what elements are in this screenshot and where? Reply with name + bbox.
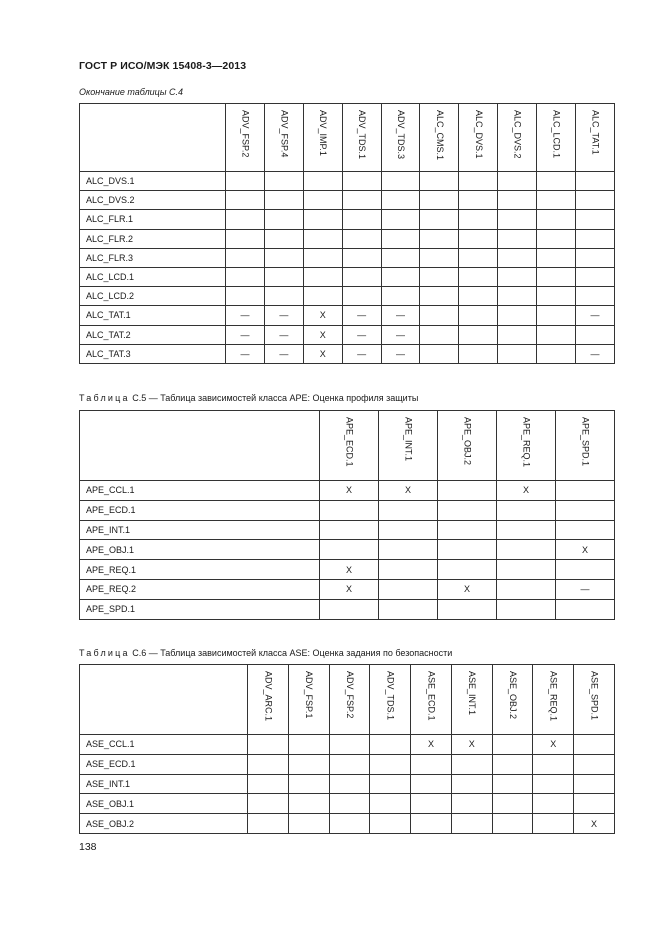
table-cell <box>226 210 265 229</box>
table-row <box>80 735 615 755</box>
table-cell <box>320 540 379 560</box>
table-c5 <box>79 410 615 620</box>
table-cell <box>370 794 411 814</box>
table-cell <box>342 229 381 248</box>
table-cell <box>556 481 615 501</box>
table-cell <box>533 794 574 814</box>
table-cell <box>498 191 537 210</box>
table-cell <box>264 210 303 229</box>
table-cell: — <box>264 344 303 363</box>
table-cell: — <box>381 306 420 325</box>
table-cell <box>492 774 533 794</box>
table-cell <box>574 774 615 794</box>
table-cell <box>492 735 533 755</box>
table-row <box>80 754 615 774</box>
table-cell <box>576 325 615 344</box>
table-cell: X <box>556 540 615 560</box>
table-cell <box>492 754 533 774</box>
column-header-label: ADV_FSP.2 <box>344 671 355 719</box>
table-cell: X <box>379 481 438 501</box>
table-row <box>80 814 615 834</box>
table-row <box>80 481 615 501</box>
table-cell <box>438 500 497 520</box>
table-row <box>80 344 615 363</box>
table-cell <box>381 248 420 267</box>
table-cell <box>420 287 459 306</box>
table-c5-caption-prefix: Таблица <box>79 393 130 403</box>
table-row <box>80 267 615 286</box>
table-cell <box>379 500 438 520</box>
row-label: ASE_OBJ.2 <box>80 814 248 834</box>
header-corner-cell <box>80 411 320 481</box>
table-cell <box>451 794 492 814</box>
column-header <box>574 665 615 735</box>
table-cell: X <box>574 814 615 834</box>
table-cell <box>438 520 497 540</box>
column-header <box>438 411 497 481</box>
page-number: 138 <box>79 841 97 853</box>
table-cell <box>576 172 615 191</box>
table-cell <box>303 267 342 286</box>
table-cell <box>574 735 615 755</box>
column-header-label: APE_REQ.1 <box>521 417 532 468</box>
table-cell: X <box>411 735 452 755</box>
column-header-label: ADV_FSP.1 <box>304 671 315 719</box>
table-cell <box>576 248 615 267</box>
column-header <box>381 104 420 172</box>
table-cell <box>498 172 537 191</box>
column-header-label: ASE_OBJ.2 <box>507 671 518 720</box>
table-cell <box>248 774 289 794</box>
table-c4 <box>79 103 615 364</box>
table-cell: — <box>576 344 615 363</box>
table-cell <box>288 774 329 794</box>
row-label: ALC_FLR.2 <box>80 229 226 248</box>
table-c4-caption: Окончание таблицы С.4 <box>79 87 183 97</box>
column-header-label: ALC_CMS.1 <box>434 110 445 161</box>
table-cell: — <box>381 325 420 344</box>
table-cell <box>537 325 576 344</box>
table-cell <box>533 774 574 794</box>
table-c5-caption-text: С.5 — Таблица зависимостей класса APE: Оценка профиля защиты <box>129 393 419 403</box>
table-cell <box>329 774 370 794</box>
table-cell: — <box>226 325 265 344</box>
table-cell <box>226 248 265 267</box>
column-header <box>342 104 381 172</box>
column-header <box>498 104 537 172</box>
table-cell <box>248 754 289 774</box>
row-label: ASE_ECD.1 <box>80 754 248 774</box>
table-cell <box>303 172 342 191</box>
table-cell <box>420 191 459 210</box>
table-cell <box>379 520 438 540</box>
header-corner-cell <box>80 104 226 172</box>
header-row <box>80 665 615 735</box>
table-cell <box>556 560 615 580</box>
column-header-label: ADV_TDS.3 <box>396 110 406 160</box>
table-cell <box>381 210 420 229</box>
table-cell <box>420 172 459 191</box>
row-label: ALC_TAT.2 <box>80 325 226 344</box>
table-cell: X <box>303 306 342 325</box>
table-cell <box>438 599 497 619</box>
table-cell <box>411 774 452 794</box>
table-cell <box>576 191 615 210</box>
table-cell <box>226 267 265 286</box>
header-row <box>80 411 615 481</box>
table-cell <box>411 754 452 774</box>
table-cell <box>342 210 381 229</box>
column-header <box>420 104 459 172</box>
column-header <box>303 104 342 172</box>
table-cell <box>498 344 537 363</box>
row-label: APE_REQ.2 <box>80 579 320 599</box>
column-header <box>459 104 498 172</box>
table-c6-caption-text: С.6 — Таблица зависимостей класса ASE: Оценка задания по безопасности <box>129 648 453 658</box>
column-header-label: ALC_DVS.1 <box>473 110 484 159</box>
table-cell <box>438 481 497 501</box>
row-label: ALC_FLR.1 <box>80 210 226 229</box>
table-cell <box>379 560 438 580</box>
table-cell: — <box>381 344 420 363</box>
table-cell <box>379 579 438 599</box>
table-cell <box>288 735 329 755</box>
table-cell <box>497 560 556 580</box>
table-cell <box>379 540 438 560</box>
table-c5-caption <box>79 393 418 403</box>
table-cell: — <box>264 325 303 344</box>
row-label: ALC_LCD.2 <box>80 287 226 306</box>
table-cell <box>533 754 574 774</box>
column-header-label: APE_OBJ.2 <box>462 417 473 466</box>
table-cell <box>576 287 615 306</box>
table-cell <box>288 794 329 814</box>
table-row <box>80 540 615 560</box>
table-cell: — <box>342 344 381 363</box>
table-cell <box>459 344 498 363</box>
table-row <box>80 172 615 191</box>
table-cell <box>492 814 533 834</box>
table-cell <box>537 191 576 210</box>
table-cell <box>420 344 459 363</box>
table-row <box>80 306 615 325</box>
table-cell <box>438 540 497 560</box>
table-cell <box>574 754 615 774</box>
table-cell <box>459 248 498 267</box>
table-cell <box>381 267 420 286</box>
row-label: ALC_LCD.1 <box>80 267 226 286</box>
row-label: APE_CCL.1 <box>80 481 320 501</box>
row-label: APE_ECD.1 <box>80 500 320 520</box>
table-cell <box>451 754 492 774</box>
table-row <box>80 191 615 210</box>
row-label: ASE_OBJ.1 <box>80 794 248 814</box>
table-cell <box>556 500 615 520</box>
table-cell <box>226 229 265 248</box>
row-label: ALC_TAT.3 <box>80 344 226 363</box>
table-cell <box>226 287 265 306</box>
table-cell <box>556 599 615 619</box>
column-header <box>264 104 303 172</box>
table-cell: X <box>303 325 342 344</box>
table-cell <box>370 735 411 755</box>
column-header <box>248 665 289 735</box>
table-cell <box>537 248 576 267</box>
table-cell: — <box>226 344 265 363</box>
table-cell <box>451 814 492 834</box>
table-cell <box>498 267 537 286</box>
row-label: APE_OBJ.1 <box>80 540 320 560</box>
table-cell <box>498 325 537 344</box>
column-header <box>537 104 576 172</box>
table-cell <box>248 794 289 814</box>
table-cell <box>537 267 576 286</box>
table-cell <box>497 540 556 560</box>
table-cell: — <box>576 306 615 325</box>
row-label: APE_INT.1 <box>80 520 320 540</box>
table-cell: X <box>451 735 492 755</box>
row-label: ALC_TAT.1 <box>80 306 226 325</box>
table-cell <box>342 191 381 210</box>
column-header <box>533 665 574 735</box>
table-cell <box>320 520 379 540</box>
table-cell <box>574 794 615 814</box>
table-cell <box>533 814 574 834</box>
table-cell <box>303 248 342 267</box>
table-cell <box>329 814 370 834</box>
table-cell: — <box>342 325 381 344</box>
table-cell <box>498 229 537 248</box>
document-title: ГОСТ Р ИСО/МЭК 15408-3—2013 <box>79 60 247 72</box>
table-cell <box>342 172 381 191</box>
table-cell <box>342 267 381 286</box>
row-label: ASE_INT.1 <box>80 774 248 794</box>
table-cell <box>320 599 379 619</box>
table-cell <box>459 229 498 248</box>
table-cell <box>576 267 615 286</box>
column-header-label: ALC_LCD.1 <box>551 110 562 159</box>
table-cell <box>329 794 370 814</box>
table-cell <box>451 774 492 794</box>
table-c6 <box>79 664 615 834</box>
table-cell <box>497 500 556 520</box>
table-cell <box>497 599 556 619</box>
table-cell <box>381 287 420 306</box>
table-cell <box>264 248 303 267</box>
table-cell <box>303 287 342 306</box>
column-header-label: ADV_FSP.2 <box>240 110 251 158</box>
column-header-label: APE_SPD.1 <box>580 417 591 467</box>
table-cell <box>576 210 615 229</box>
table-cell <box>537 287 576 306</box>
table-cell <box>303 191 342 210</box>
column-header <box>492 665 533 735</box>
table-cell <box>537 172 576 191</box>
column-header <box>226 104 265 172</box>
table-cell <box>556 520 615 540</box>
column-header-label: ASE_INT.1 <box>467 671 478 716</box>
table-cell: — <box>342 306 381 325</box>
table-cell <box>420 306 459 325</box>
table-row <box>80 248 615 267</box>
column-header-label: ADV_TDS.1 <box>385 671 396 721</box>
table-cell <box>370 774 411 794</box>
table-cell <box>537 229 576 248</box>
column-header <box>329 665 370 735</box>
header-row <box>80 104 615 172</box>
column-header <box>497 411 556 481</box>
table-row <box>80 229 615 248</box>
table-cell <box>370 814 411 834</box>
table-cell <box>379 599 438 619</box>
table-cell <box>226 172 265 191</box>
table-cell <box>537 210 576 229</box>
column-header-label: APE_INT.1 <box>403 417 414 462</box>
table-cell <box>264 267 303 286</box>
table-row <box>80 599 615 619</box>
table-cell <box>576 229 615 248</box>
table-cell <box>264 229 303 248</box>
table-row <box>80 287 615 306</box>
table-cell <box>329 754 370 774</box>
row-label: ASE_CCL.1 <box>80 735 248 755</box>
table-cell <box>420 267 459 286</box>
table-cell <box>420 325 459 344</box>
column-header-label: ALC_TAT.1 <box>590 110 601 155</box>
column-header-label: ADV_IMP.1 <box>318 110 329 156</box>
table-row <box>80 794 615 814</box>
table-cell <box>492 794 533 814</box>
table-cell: X <box>497 481 556 501</box>
table-cell <box>537 306 576 325</box>
column-header-label: ADV_FSP.4 <box>279 110 290 158</box>
table-row <box>80 579 615 599</box>
column-header <box>320 411 379 481</box>
table-cell: X <box>303 344 342 363</box>
column-header-label: ALC_DVS.2 <box>512 110 523 159</box>
row-label: ALC_FLR.3 <box>80 248 226 267</box>
table-cell <box>537 344 576 363</box>
table-cell: X <box>320 579 379 599</box>
table-cell <box>288 814 329 834</box>
column-header-label: APE_ECD.1 <box>344 417 355 467</box>
table-cell <box>497 579 556 599</box>
table-cell <box>264 172 303 191</box>
table-cell <box>498 248 537 267</box>
column-header <box>556 411 615 481</box>
table-cell: — <box>264 306 303 325</box>
table-cell <box>370 754 411 774</box>
column-header-label: ADV_ARC.1 <box>263 671 274 722</box>
table-cell <box>420 210 459 229</box>
table-cell <box>248 735 289 755</box>
table-cell <box>381 229 420 248</box>
row-label: ALC_DVS.1 <box>80 172 226 191</box>
column-header <box>411 665 452 735</box>
table-cell <box>320 500 379 520</box>
table-cell <box>411 814 452 834</box>
table-c6-caption-prefix: Таблица <box>79 648 130 658</box>
table-cell <box>459 191 498 210</box>
table-cell: — <box>556 579 615 599</box>
table-cell <box>459 172 498 191</box>
table-cell <box>498 287 537 306</box>
row-label: APE_SPD.1 <box>80 599 320 619</box>
column-header <box>379 411 438 481</box>
table-cell <box>342 248 381 267</box>
table-row <box>80 210 615 229</box>
table-cell <box>420 248 459 267</box>
table-row <box>80 774 615 794</box>
header-corner-cell <box>80 665 248 735</box>
column-header <box>576 104 615 172</box>
column-header-label: ASE_ECD.1 <box>426 671 437 721</box>
table-cell: X <box>533 735 574 755</box>
table-cell <box>459 287 498 306</box>
table-cell <box>303 229 342 248</box>
table-cell <box>329 735 370 755</box>
table-cell <box>303 210 342 229</box>
row-label: APE_REQ.1 <box>80 560 320 580</box>
table-cell <box>498 210 537 229</box>
table-row <box>80 560 615 580</box>
table-cell <box>381 172 420 191</box>
column-header-label: ASE_SPD.1 <box>589 671 600 721</box>
table-cell <box>497 520 556 540</box>
table-cell: X <box>438 579 497 599</box>
table-cell: X <box>320 481 379 501</box>
row-label: ALC_DVS.2 <box>80 191 226 210</box>
table-cell <box>342 287 381 306</box>
table-cell <box>459 306 498 325</box>
table-cell <box>381 191 420 210</box>
table-cell <box>438 560 497 580</box>
table-cell <box>411 794 452 814</box>
column-header <box>370 665 411 735</box>
table-cell <box>459 267 498 286</box>
table-cell: — <box>226 306 265 325</box>
table-cell <box>420 229 459 248</box>
table-row <box>80 325 615 344</box>
table-cell: X <box>320 560 379 580</box>
table-c6-caption <box>79 648 452 658</box>
table-cell <box>264 287 303 306</box>
table-cell <box>459 325 498 344</box>
column-header-label: ASE_REQ.1 <box>548 671 559 722</box>
table-row <box>80 500 615 520</box>
table-cell <box>459 210 498 229</box>
table-row <box>80 520 615 540</box>
column-header <box>451 665 492 735</box>
column-header-label: ADV_TDS.1 <box>357 110 368 160</box>
table-cell <box>288 754 329 774</box>
column-header <box>288 665 329 735</box>
table-cell <box>498 306 537 325</box>
table-cell <box>226 191 265 210</box>
table-cell <box>248 814 289 834</box>
table-cell <box>264 191 303 210</box>
